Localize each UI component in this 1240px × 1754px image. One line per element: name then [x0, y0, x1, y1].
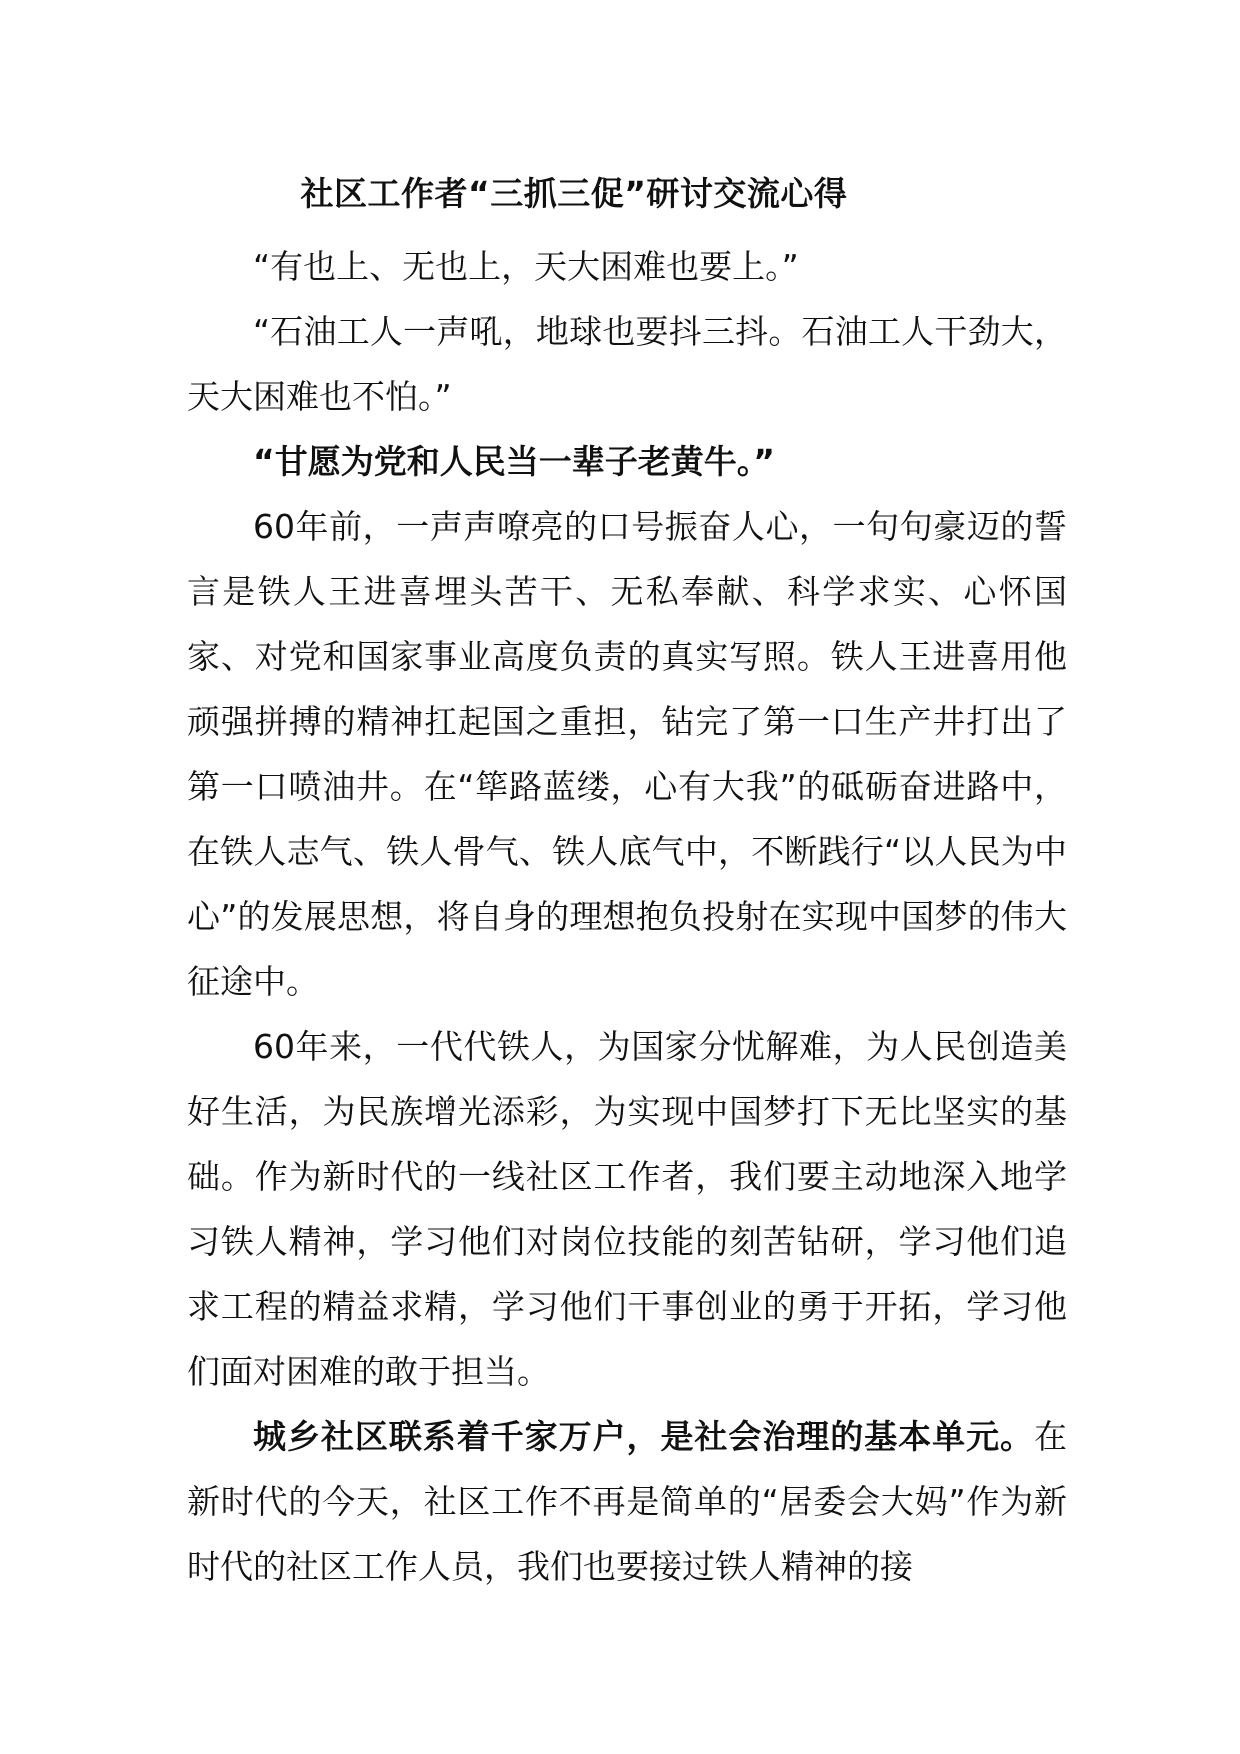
paragraph-history: 60年前，一声声嘹亮的口号振奋人心，一句句豪迈的誓言是铁人王进喜埋头苦干、无私奉献、科学求实、心怀国家、对党和国家事业高度负责的真实写照。铁人王进喜用他顽强拼搏的精神扛起国之重担，钻完了第一口生产井打出了第一口喷油井。在“筚路蓝缕，心有大我”的砥砺奋进路中，在铁人志气、铁人骨气、铁人底气中，不断践行“以人民为中心”的发展思想，将自身的理想抱负投射在实现中国梦的伟大征途中。: [187, 507, 1067, 1001]
document-title: 社区工作者“三抓三促”研讨交流心得: [300, 174, 848, 213]
paragraph-slogan-1: “有也上、无也上，天大困难也要上。”: [253, 247, 799, 286]
paragraph-bold-lead: 城乡社区联系着千家万户，是社会治理的基本单元。: [253, 1417, 1034, 1456]
paragraph-slogan-3: “甘愿为党和人民当一辈子老黄牛。”: [253, 442, 775, 481]
paragraph-community-text: 在新时代的今天，社区工作不再是简单的“居委会大妈”作为新时代的社区工作人员，我们也要接过铁人精神的接: [187, 1417, 1067, 1586]
paragraph-legacy: 60年来，一代代铁人，为国家分忧解难，为人民创造美好生活，为民族增光添彩，为实现中国梦打下无比坚实的基础。作为新时代的一线社区工作者，我们要主动地深入地学习铁人精神，学习他们对岗位技能的刻苦钻研，学习他们追求工程的精益求精，学习他们干事创业的勇于开拓，学习他们面对困难的敢于担当。: [187, 1027, 1067, 1391]
paragraph-community: [187, 1404, 1067, 1599]
document-body: [187, 234, 1067, 1599]
paragraph-slogan-2: “石油工人一声吼，地球也要抖三抖。石油工人干劲大，天大困难也不怕。”: [187, 312, 1067, 416]
